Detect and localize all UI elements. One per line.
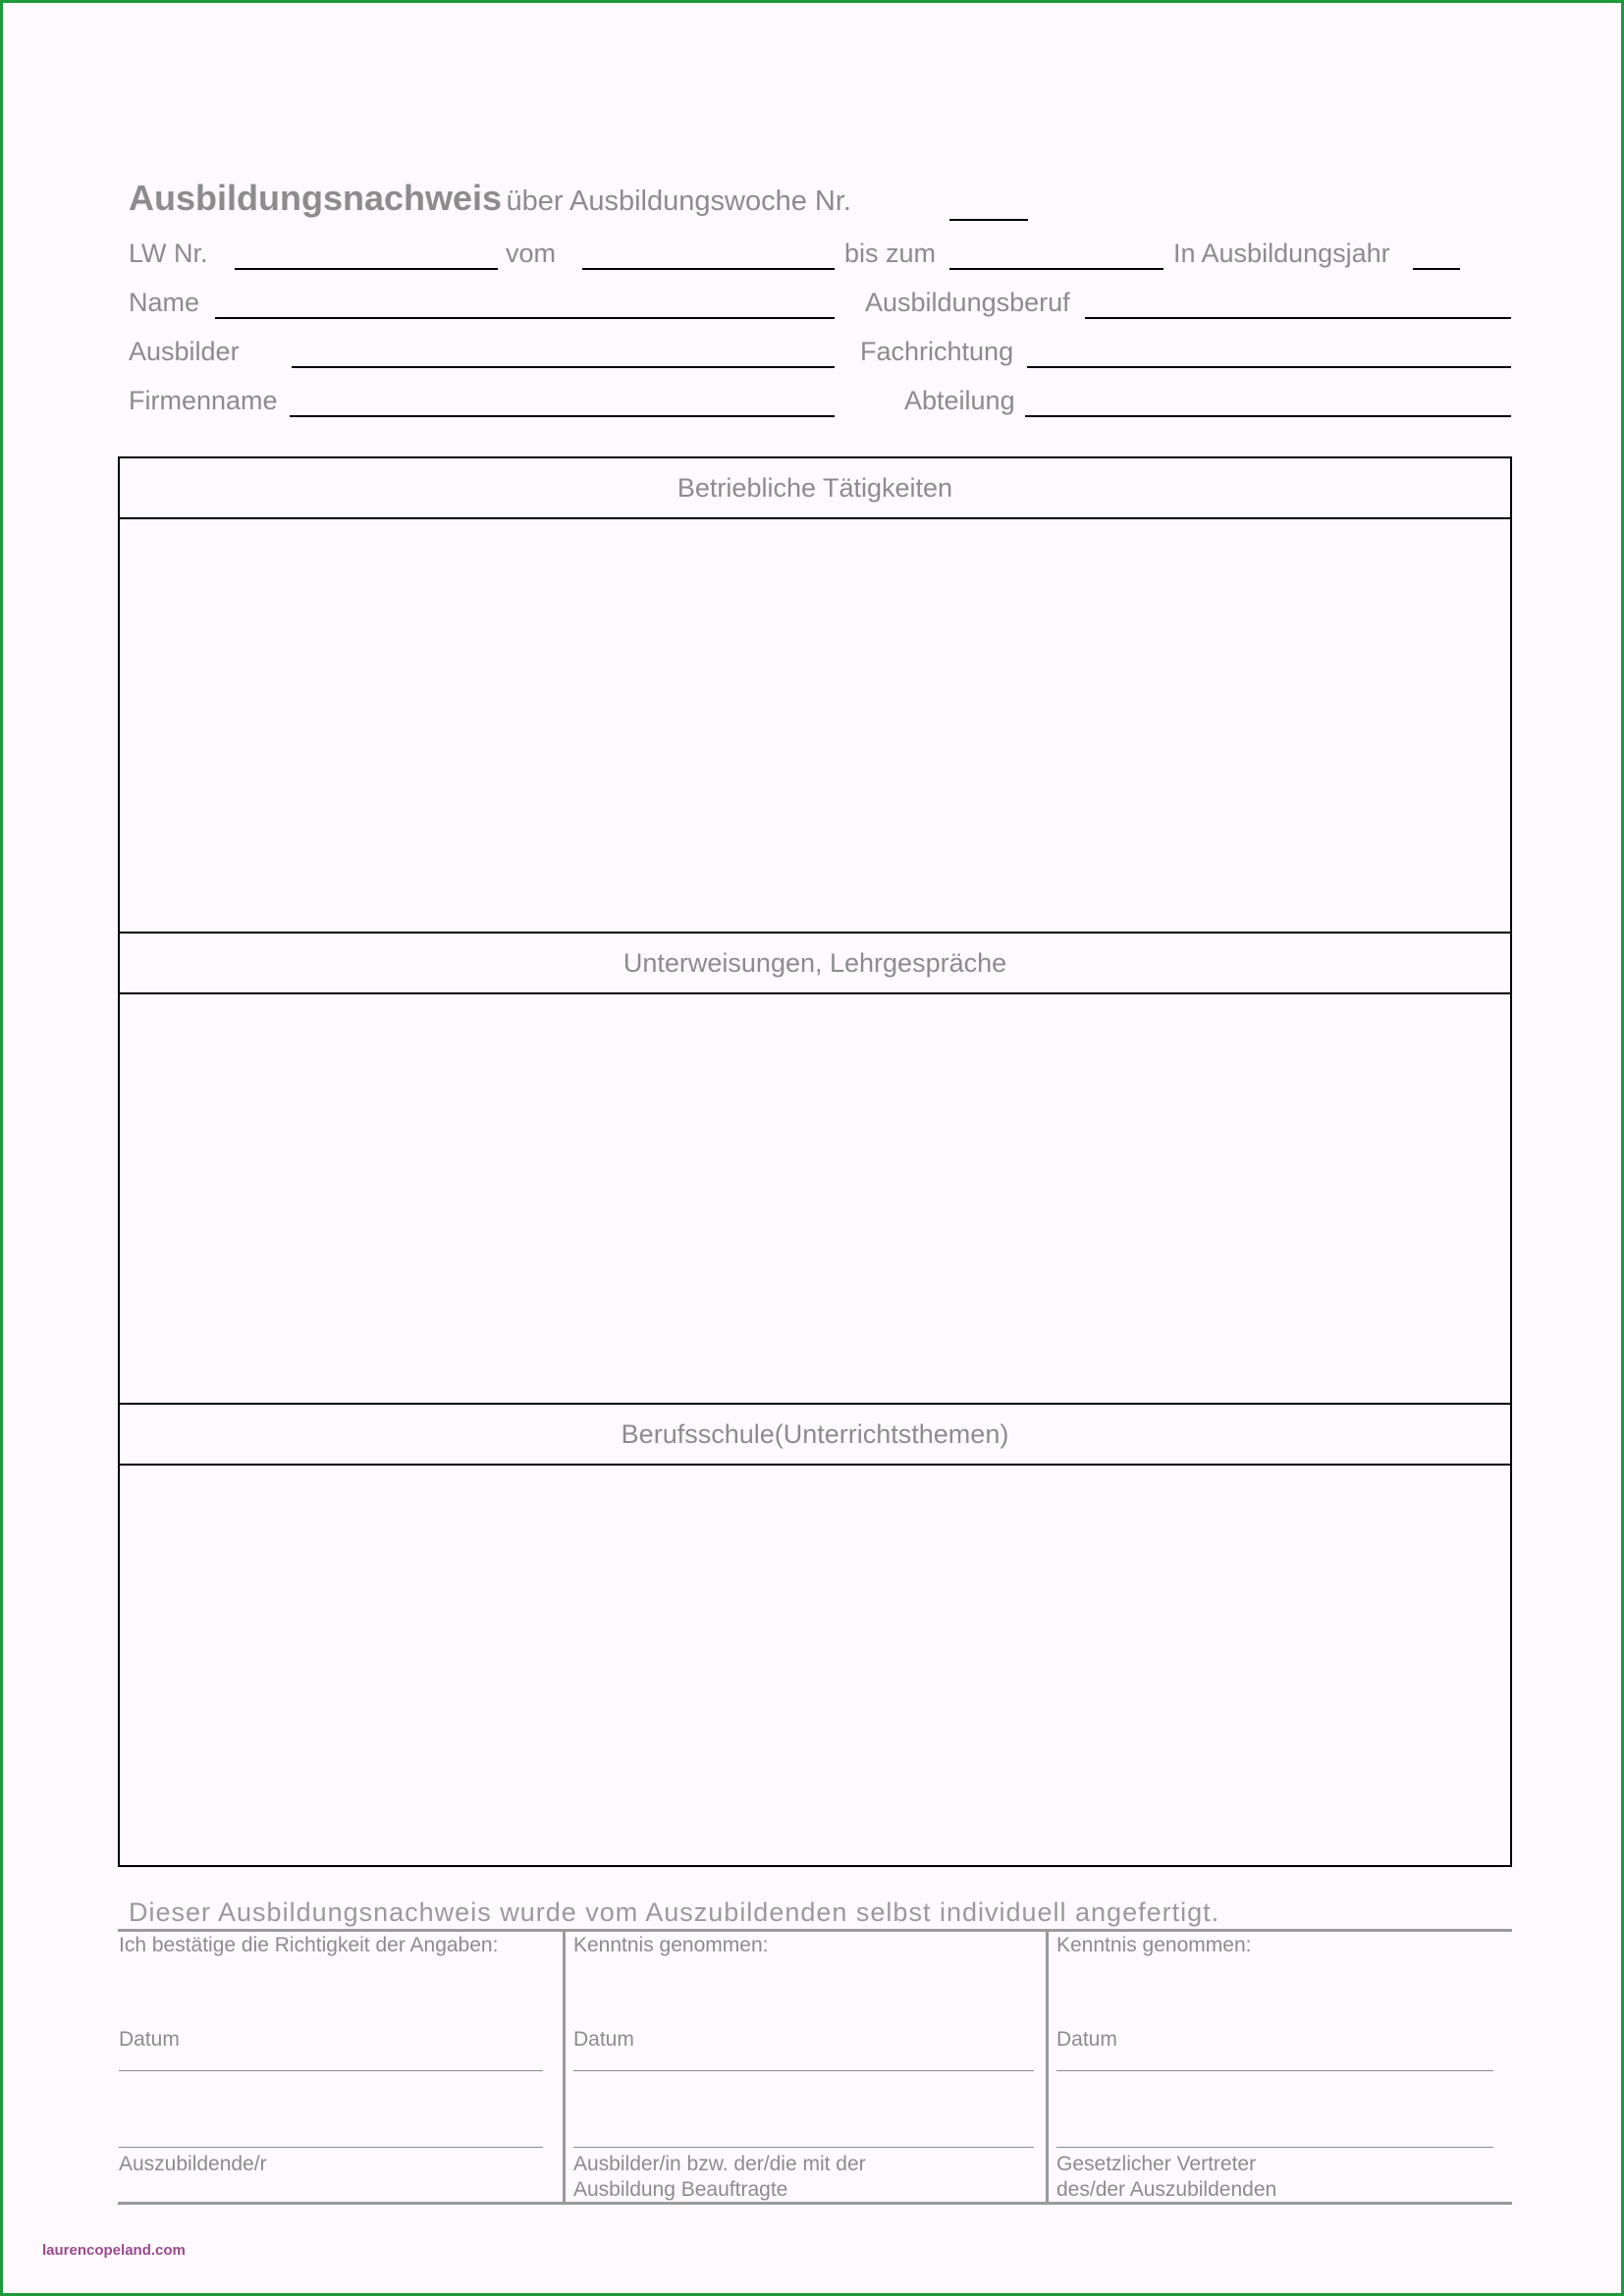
ausbildungsjahr-label: In Ausbildungsjahr [1173, 239, 1390, 268]
abteilung-line[interactable] [1025, 415, 1511, 417]
section-body-berufsschule[interactable] [120, 1466, 1510, 1863]
signature-top-rule [118, 1929, 1512, 1932]
ausbilder-label: Ausbilder [129, 337, 240, 366]
sig3-confirm-text: Kenntnis genommen: [1056, 1934, 1252, 1956]
form-title-block [129, 178, 851, 219]
abteilung-label: Abteilung [904, 386, 1015, 415]
section-header-berufsschule: Berufsschule(Unterrichtsthemen) [621, 1419, 1009, 1449]
form-subtitle: über Ausbildungswoche Nr. [506, 186, 851, 217]
watermark-text: laurencopeland.com [42, 2242, 186, 2259]
fachrichtung-line[interactable] [1027, 366, 1511, 368]
sig2-role-label-2: Ausbildung Beauftragte [573, 2178, 788, 2201]
ausbilder-line[interactable] [292, 366, 835, 368]
name-line[interactable] [215, 317, 835, 319]
signature-column-divider [1046, 1929, 1049, 2204]
sig2-confirm-text: Kenntnis genommen: [573, 1934, 769, 1956]
sections-box [118, 456, 1512, 1867]
firmenname-line[interactable] [290, 415, 835, 417]
sig1-role-label: Auszubildende/r [119, 2153, 267, 2175]
sig3-role-label-2: des/der Auszubildenden [1056, 2178, 1277, 2201]
firmenname-label: Firmenname [129, 386, 278, 415]
form-title: Ausbildungsnachweis [129, 178, 503, 218]
signature-bottom-rule [118, 2202, 1512, 2205]
sig1-confirm-text: Ich bestätige die Richtigkeit der Angaben: [119, 1934, 499, 1956]
sig3-signature-line[interactable] [1056, 2147, 1493, 2148]
signature-column-divider [563, 1929, 566, 2204]
lw-nr-label: LW Nr. [129, 239, 208, 268]
sig2-role-label-1: Ausbilder/in bzw. der/die mit der [573, 2153, 866, 2175]
vom-line[interactable] [582, 268, 835, 270]
sig3-datum-line[interactable] [1056, 2070, 1493, 2071]
section-body-betriebliche[interactable] [120, 519, 1510, 932]
sig2-datum-label: Datum [573, 2028, 634, 2051]
disclaimer-text: Dieser Ausbildungsnachweis wurde vom Auszubildenden selbst individuell angefertigt. [129, 1897, 1220, 1927]
name-label: Name [129, 288, 200, 317]
sig2-signature-line[interactable] [573, 2147, 1034, 2148]
sig1-datum-label: Datum [119, 2028, 180, 2051]
section-body-unterweisungen[interactable] [120, 994, 1510, 1403]
sig3-role-label-1: Gesetzlicher Vertreter [1056, 2153, 1257, 2175]
ausbildungsberuf-label: Ausbildungsberuf [865, 288, 1070, 317]
sig2-datum-line[interactable] [573, 2070, 1034, 2071]
bis-zum-line[interactable] [949, 268, 1164, 270]
woche-nr-line[interactable] [949, 219, 1028, 221]
sig1-signature-line[interactable] [119, 2147, 543, 2148]
ausbildungsjahr-line[interactable] [1413, 268, 1460, 270]
bis-zum-label: bis zum [844, 239, 937, 268]
sig1-datum-line[interactable] [119, 2070, 543, 2071]
section-header-betriebliche: Betriebliche Tätigkeiten [677, 473, 953, 503]
fachrichtung-label: Fachrichtung [860, 337, 1014, 366]
vom-label: vom [506, 239, 557, 268]
sig3-datum-label: Datum [1056, 2028, 1117, 2051]
lw-nr-line[interactable] [235, 268, 498, 270]
section-header-unterweisungen: Unterweisungen, Lehrgespräche [623, 948, 1007, 978]
ausbildungsberuf-line[interactable] [1085, 317, 1511, 319]
